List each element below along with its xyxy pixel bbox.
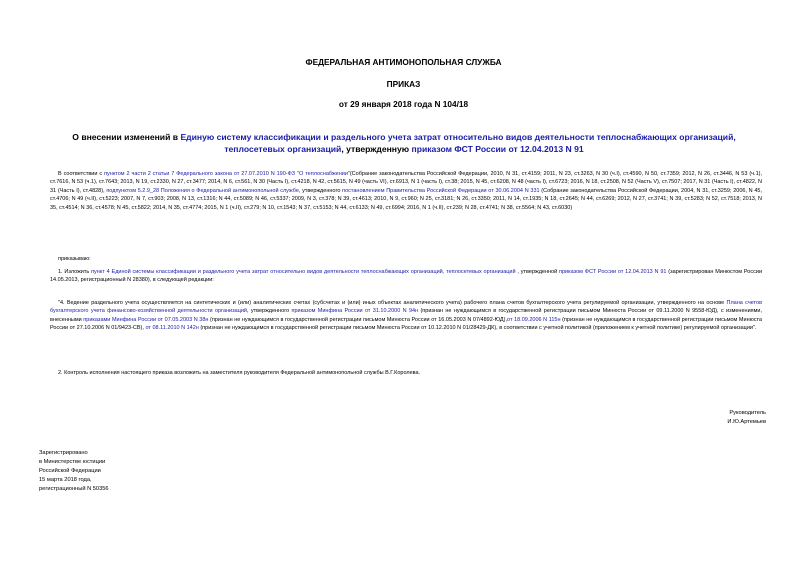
item-1-text-1: 1. Изложить [58,269,92,275]
quote-link-115n[interactable]: от 18.09.2006 N 115н [507,316,561,323]
quote-link-chart-of-accounts[interactable]: Плана счетов бухгалтерского учета финансово-хозяйственной деятельности организаций [50,300,762,315]
quote-link-minfin-94n[interactable]: приказом Минфина России от 31.10.2000 N 94н [291,308,419,315]
item-1-text-2: , утвержденной [515,269,560,275]
registration-line: 15 марта 2018 года, [39,477,92,483]
subject-text-1: О внесении изменений в [72,132,181,142]
subject-link-unified-system[interactable]: Единую систему классификации и раздельного учета затрат относительно видов деятельности теплоснабжающих организаций, теплосетевых организаций [180,132,736,154]
quote-text-5: (признан не нуждающимся в государственной регистрации письмом Минюста России от 27.10.2006 N 01/9423-СВ), [50,316,762,332]
preamble-link-government-decree[interactable]: постановлением Правительства Российской Федерации от 30.06.2004 N 331 [342,187,540,194]
order-word: приказываю: [58,256,91,262]
signatory-role: Руководитель [729,410,766,416]
quote-text-1: "4. Ведение раздельного учета осуществляется на синтетических и (или) аналитических счетах (субсчетах и (или) иных объектах аналитического учета) рабочего плана счетов бухгалтерского учета регулируемой организации, утвержденного на основе [58,300,727,306]
quoted-new-wording [50,299,762,333]
item-1-link-fst-order[interactable]: приказом ФСТ России от 12.04.2013 N 91 [559,269,667,275]
quote-link-142n[interactable]: от 08.11.2010 N 142н [145,325,199,332]
preamble-text-2: (Собрание законодательства Российской Федерации, 2010, N 31, ст.4159; 2011, N 23, ст.3263, N 30 (ч.I), ст.4590, N 50, ст.7359; 2012, N 26, ст.3446, N 53 (ч.1), ст.7616, N 53 (ч.1), ст.7643; 2013, N 19, ст.2330, N 27, ст.3477; 2014, N 6, ст.561, N 30 (Часть I), ст.4218, N 42, ст.5615, N 49 (часть VI), ст.6913, N 1 (часть I), ст.38; 2015, N 45, ст.6208, N 48 (часть I), ст.6723; 2016, N 18, ст.2508, N 52 (Часть V), ст.7507; 2017, N 31 (Часть I), ст.4822, N 31 (Часть I), ст.4828), [50,171,762,194]
preamble-link-heat-supply-law[interactable]: пунктом 2 части 2 статьи 7 Федерального закона от 27.07.2010 N 190-ФЗ "О теплоснабжении" [104,171,350,177]
quote-text-3: (признан не нуждающимся в государственной регистрации письмом Минюста России от 09.11.2000 N 9558-ЮД), с изменениями, внесенными [50,308,763,323]
subject-link-fst-order[interactable]: приказом ФСТ России от 12.04.2013 N 91 [411,144,584,154]
quote-link-minfin-38n[interactable]: приказами Минфина России от 07.05.2003 N 38н [83,316,209,323]
item-1-paragraph [50,268,762,285]
item-1-link-point-4[interactable]: пункт 4 Единой системы классификации и раздельного учета затрат относительно видов деятельности теплоснабжающих организаций, теплосетевых организаций [91,269,516,275]
preamble-text-1: В соответствии с [58,171,105,177]
preamble-paragraph [50,170,762,212]
document-type: ПРИКАЗ [386,79,421,89]
preamble-text-4: (Собрание законодательства Российской Федерации, 2004, N 31, ст.3259; 2006, N 45, ст.4706; N 49 (ч.II), ст.5223; 2007, N 7, ст.903; 2008, N 13, ст.1316; N 44, ст.5089; N 46, ст.5337; 2009, N 3, ст.378; N 39, ст.4613; 2010, N 9, ст.960; N 25, ст.3181; N 26, ст.3350; 2011, N 14, ст.1935; N 18, ст.2645; N 44, ст.6269; 2012, N 27, ст.3741; N 39, ст.5283; N 52, ст.7518; 2013, N 35, ст.4514; N 36, ст.4578; N 45, ст.5822; 2014, N 35, ст.4774; 2015, N 1 (ч.II), ст.279; N 10, ст.1543; N 37, ст.5153; N 44, ст.6133; N 49, ст.6994; 2016, N 1 (ч.II), ст.239; N 28, ст.4741; N 38, ст.5564; N 43, ст.6030) [50,187,763,211]
item-1-text-3: (зарегистрирован Минюстом России 14.05.2013, регистрационный N 28380), в следующей редакции: [50,269,763,284]
agency-heading: ФЕДЕРАЛЬНАЯ АНТИМОНОПОЛЬНАЯ СЛУЖБА [305,57,502,67]
registration-line: в Министерстве юстиции [39,459,106,465]
quote-text-6: (признан не нуждающимся в государственной регистрации письмом Минюста России от 10.12.2010 N 01/28429-ДК), в соответствии с учетной политикой (приложением к учетной политике) регулируемой организации". [198,325,757,332]
preamble-text-3: , утвержденного [298,187,343,194]
registration-line: Российской Федерации [39,468,101,474]
registration-line: регистрационный N 50356 [39,486,109,492]
document-date-number: от 29 января 2018 года N 104/18 [338,99,469,109]
signature-block [727,409,766,427]
signatory-name: И.Ю.Артемьев [727,419,766,425]
registration-line: Зарегистрировано [39,450,88,456]
preamble-link-fas-regulation[interactable]: подпунктом 5.2.9_28 Положения о Федеральной антимонопольной службе [106,187,299,194]
subject-text-2: , утвержденную [341,144,412,154]
registration-block [39,449,109,494]
quote-text-4: (признан не нуждающимся в государственной регистрации письмом Минюста России от 16.05.2003 N 07/4892-ЮД), [208,316,508,323]
document-subject [48,131,760,155]
quote-text-2: , утвержденного [247,308,292,315]
item-2-paragraph: 2. Контроль исполнения настоящего приказа возложить на заместителя руководителя Федеральной антимонопольной службы В.Г.Королева. [58,370,421,376]
